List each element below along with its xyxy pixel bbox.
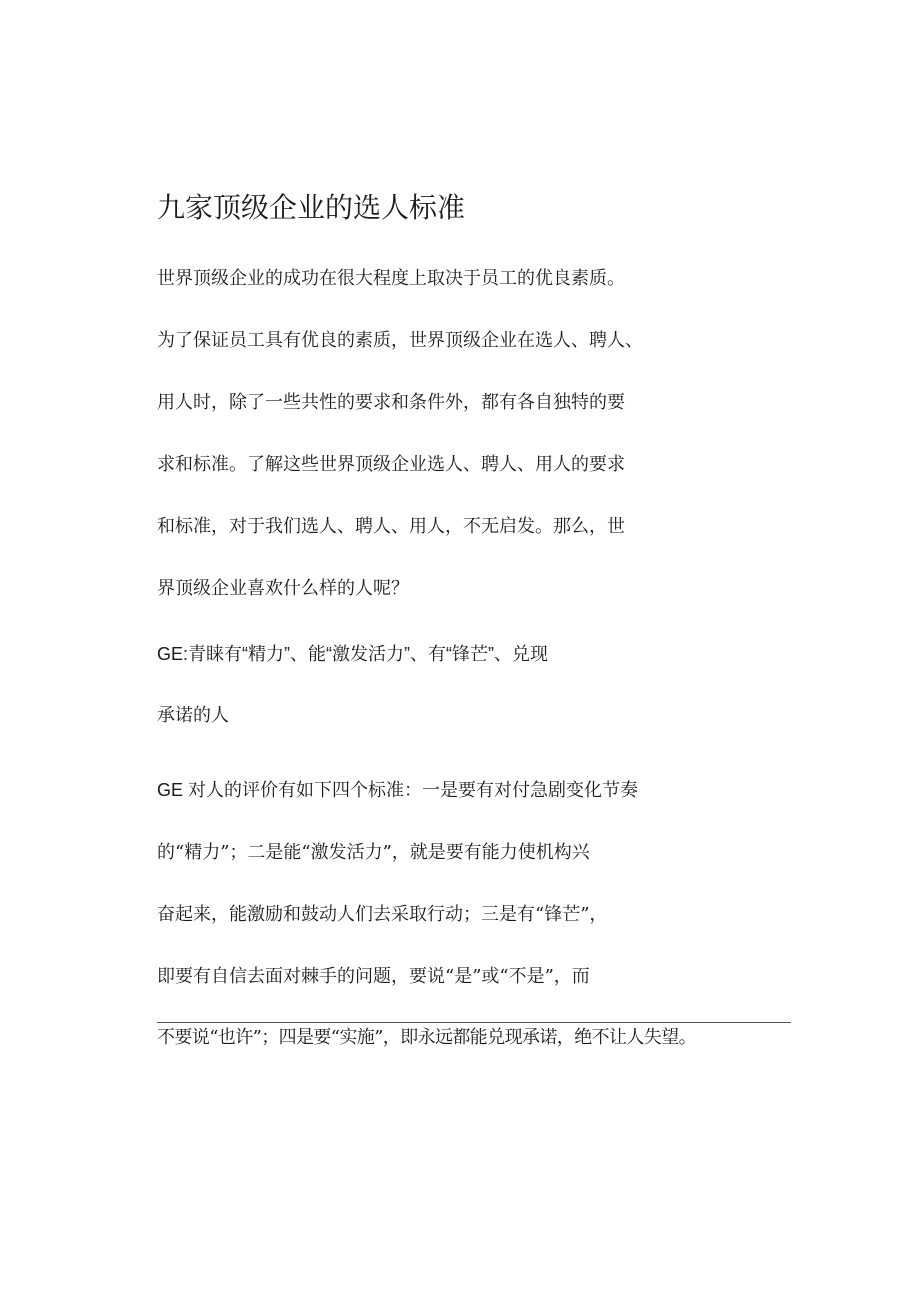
ge-paragraph-line-3: 奋起来，能激励和鼓动人们去采取行动；三是有“锋芒”， — [157, 904, 608, 925]
paragraph-line-1: 世界顶级企业的成功在很大程度上取决于员工的优良素质。 — [157, 268, 625, 289]
document-title: 九家顶级企业的选人标准 — [157, 191, 466, 224]
section-heading-ge-line-1: GE:青睐有“精力”、能“激发活力”、有“锋芒”、兑现 — [157, 644, 548, 664]
ge-paragraph-line-2: 的“精力”；二是能“激发活力”，就是要有能力使机构兴 — [157, 842, 590, 863]
paragraph-line-2: 为了保证员工具有优良的素质，世界顶级企业在选人、聘人、 — [157, 330, 643, 351]
section-heading-ge-line-2: 承诺的人 — [157, 705, 229, 726]
paragraph-line-3: 用人时，除了一些共性的要求和条件外，都有各自独特的要 — [157, 392, 625, 413]
horizontal-rule — [157, 1022, 791, 1023]
paragraph-line-4: 求和标准。了解这些世界顶级企业选人、聘人、用人的要求 — [157, 454, 625, 475]
ge-paragraph-line-5: 不要说“也许”；四是要“实施”，即永远都能兑现承诺，绝不让人失望。 — [157, 1027, 697, 1048]
paragraph-line-5: 和标准，对于我们选人、聘人、用人，不无启发。那么，世 — [157, 516, 625, 537]
ge-paragraph-line-4: 即要有自信去面对棘手的问题，要说“是”或“不是”，而 — [157, 966, 590, 987]
ge-paragraph-line-1: GE 对人的评价有如下四个标准：一是要有对付急剧变化节奏 — [157, 780, 639, 800]
paragraph-line-6: 界顶级企业喜欢什么样的人呢？ — [157, 578, 409, 599]
